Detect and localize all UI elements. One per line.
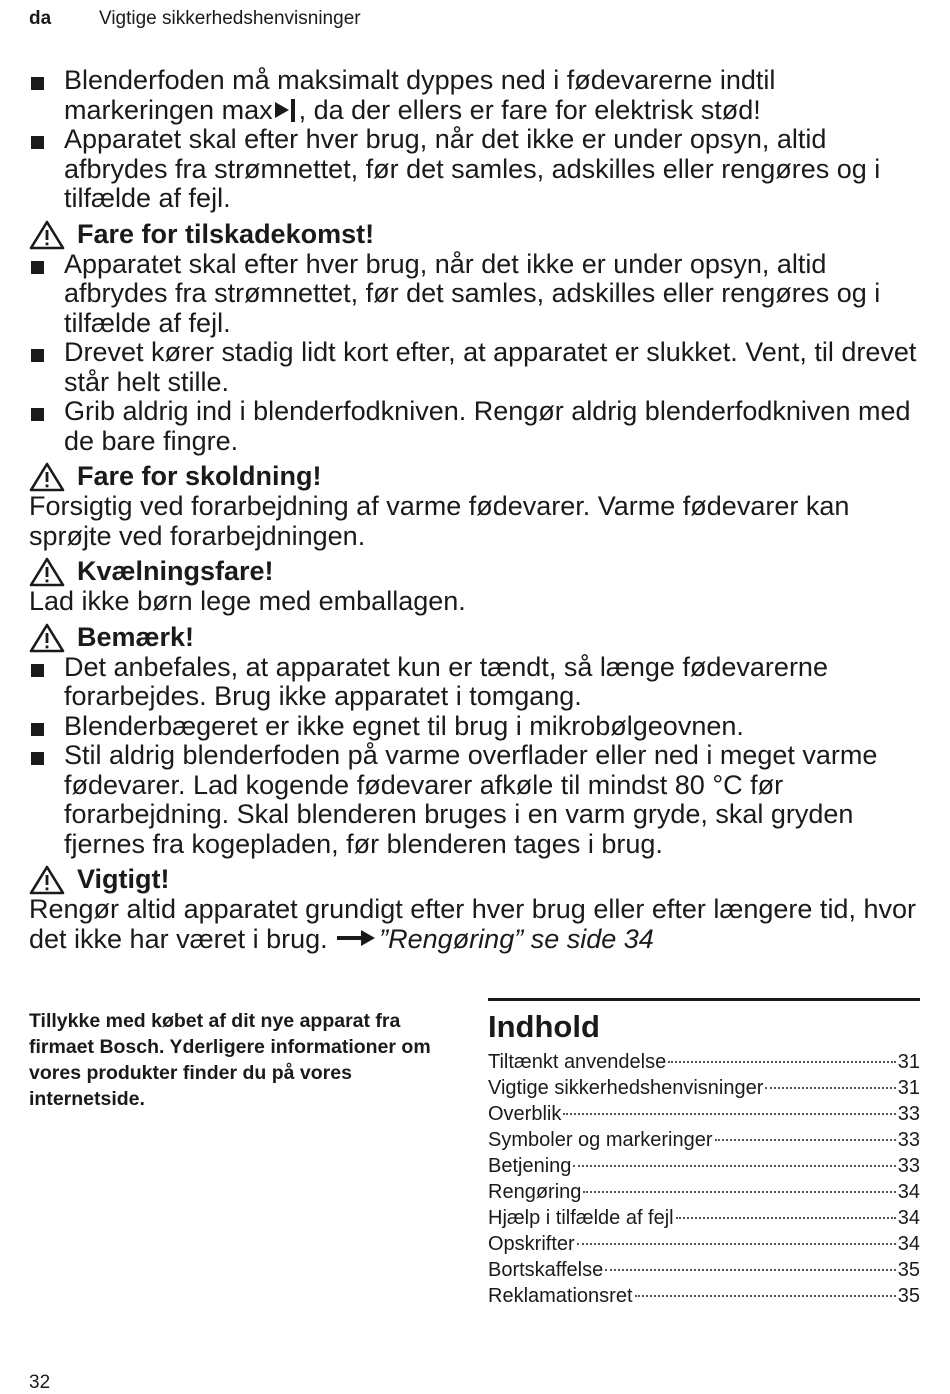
toc-entry-label: Tiltænkt anvendelse <box>488 1051 667 1073</box>
warning-heading-suffocation: Kvælningsfare! <box>29 557 924 587</box>
warning-triangle-icon <box>29 623 65 653</box>
arrow-right-icon <box>337 930 375 946</box>
toc-entry[interactable] <box>488 1283 920 1309</box>
toc-entry-label: Reklamationsret <box>488 1285 633 1307</box>
toc-entry-label: Bortskaffelse <box>488 1259 604 1281</box>
toc-title: Indhold <box>488 1009 600 1044</box>
warning-triangle-icon <box>29 462 65 492</box>
bullet-square-icon <box>31 408 44 421</box>
toc-rule <box>488 998 920 1001</box>
page-header <box>29 8 361 30</box>
bullet-square-icon <box>31 752 44 765</box>
warning-heading-note: Bemærk! <box>29 623 924 653</box>
toc-entry[interactable] <box>488 1049 920 1075</box>
section-title: Vigtige sikkerhedshenvisninger <box>99 8 361 29</box>
bullet-square-icon <box>31 136 44 149</box>
note-bullets <box>29 653 924 860</box>
warning-heading-scald: Fare for skoldning! <box>29 462 924 492</box>
toc-leader-dots <box>765 1087 895 1089</box>
toc-entry[interactable] <box>488 1153 920 1179</box>
toc-leader-dots <box>577 1243 896 1245</box>
toc-entry-label: Rengøring <box>488 1181 582 1203</box>
bullet-square-icon <box>31 664 44 677</box>
toc-entry-label: Hjælp i tilfælde af fejl <box>488 1207 674 1229</box>
toc-entry-page: 34 <box>897 1181 920 1203</box>
list-item: Stil aldrig blenderfoden på varme overflader eller ned i meget varme fødevarer. Lad kogende fødevarer afkøle til mindst 80 °C før forarbejdning. Skal blenderen bruges i en varm gryde, skal gryden fjernes fra kogepladen, før blenderen tages i brug. <box>29 741 924 859</box>
toc-entry-page: 35 <box>897 1285 920 1307</box>
cross-reference-link[interactable]: ”Rengøring” se side 34 <box>379 923 654 954</box>
list-item: Det anbefales, at apparatet kun er tændt, så længe fødevarerne forarbejdes. Brug ikke apparatet i tomgang. <box>29 653 924 712</box>
toc-entry[interactable] <box>488 1205 920 1231</box>
intro-text: Tillykke med købet af dit nye apparat fra firmaet Bosch. Yderligere informationer om vores produkter finder du på vores internetside. <box>29 1010 431 1110</box>
scald-text: Forsigtig ved forarbejdning af varme fødevarer. Varme fødevarer kan sprøjte ved forarbejdningen. <box>29 491 850 551</box>
warning-triangle-icon <box>29 557 65 587</box>
toc-leader-dots <box>573 1165 895 1167</box>
warning-triangle-icon <box>29 220 65 250</box>
table-of-contents <box>488 998 920 1309</box>
intro-bullets <box>29 66 924 214</box>
toc-entry-page: 33 <box>897 1155 920 1177</box>
language-code: da <box>29 8 52 29</box>
list-item: Blenderbægeret er ikke egnet til brug i mikrobølgeovnen. <box>29 712 924 742</box>
toc-entry-page: 31 <box>897 1077 920 1099</box>
important-text: Rengør altid apparatet grundigt efter hver brug eller efter længere tid, hvor det ikke har været i brug. ”Rengøring” se side 34 <box>29 894 916 954</box>
toc-entry-page: 31 <box>897 1051 920 1073</box>
list-item: Apparatet skal efter hver brug, når det ikke er under opsyn, altid afbrydes fra strømnettet, før det samles, adskilles eller rengøres og i tilfælde af fejl. <box>29 125 924 214</box>
toc-entry-page: 34 <box>897 1207 920 1229</box>
toc-list <box>488 1049 920 1309</box>
list-item: Apparatet skal efter hver brug, når det ikke er under opsyn, altid afbrydes fra strømnettet, før det samles, adskilles eller rengøres og i tilfælde af fejl. <box>29 250 924 339</box>
toc-entry-page: 33 <box>897 1103 920 1125</box>
bullet-square-icon <box>31 261 44 274</box>
toc-leader-dots <box>563 1113 895 1115</box>
toc-leader-dots <box>668 1061 896 1063</box>
bullet-square-icon <box>31 77 44 90</box>
list-item: Grib aldrig ind i blenderfodkniven. Rengør aldrig blenderfodkniven med de bare fingre. <box>29 397 924 456</box>
list-item: Blenderfoden må maksimalt dyppes ned i fødevarerne indtil markeringen max , da der ellers er fare for elektrisk stød! <box>29 66 924 125</box>
toc-entry[interactable] <box>488 1075 920 1101</box>
list-item: Drevet kører stadig lidt kort efter, at apparatet er slukket. Vent, til drevet står helt stille. <box>29 338 924 397</box>
toc-entry-label: Overblik <box>488 1103 562 1125</box>
toc-entry[interactable] <box>488 1127 920 1153</box>
warning-heading-injury: Fare for tilskadekomst! <box>29 220 924 250</box>
toc-leader-dots <box>676 1217 896 1219</box>
toc-entry-label: Symboler og markeringer <box>488 1129 713 1151</box>
toc-leader-dots <box>583 1191 895 1193</box>
toc-entry-label: Opskrifter <box>488 1233 575 1255</box>
toc-entry-page: 33 <box>897 1129 920 1151</box>
toc-leader-dots <box>635 1295 896 1297</box>
toc-entry-page: 34 <box>897 1233 920 1255</box>
toc-entry[interactable] <box>488 1179 920 1205</box>
max-marker-icon <box>273 98 299 122</box>
toc-entry[interactable] <box>488 1257 920 1283</box>
suffocation-text: Lad ikke børn lege med emballagen. <box>29 586 466 616</box>
toc-entry-label: Vigtige sikkerhedshenvisninger <box>488 1077 764 1099</box>
bullet-square-icon <box>31 349 44 362</box>
warning-heading-important: Vigtigt! <box>29 865 924 895</box>
toc-leader-dots <box>605 1269 896 1271</box>
bullet-square-icon <box>31 723 44 736</box>
injury-bullets <box>29 250 924 457</box>
toc-entry-label: Betjening <box>488 1155 572 1177</box>
toc-entry[interactable] <box>488 1101 920 1127</box>
toc-leader-dots <box>715 1139 896 1141</box>
safety-content <box>29 66 924 954</box>
toc-entry-page: 35 <box>897 1259 920 1281</box>
toc-entry[interactable] <box>488 1231 920 1257</box>
max-marking: max <box>222 95 299 125</box>
warning-triangle-icon <box>29 865 65 895</box>
page-number: 32 <box>29 1372 51 1393</box>
